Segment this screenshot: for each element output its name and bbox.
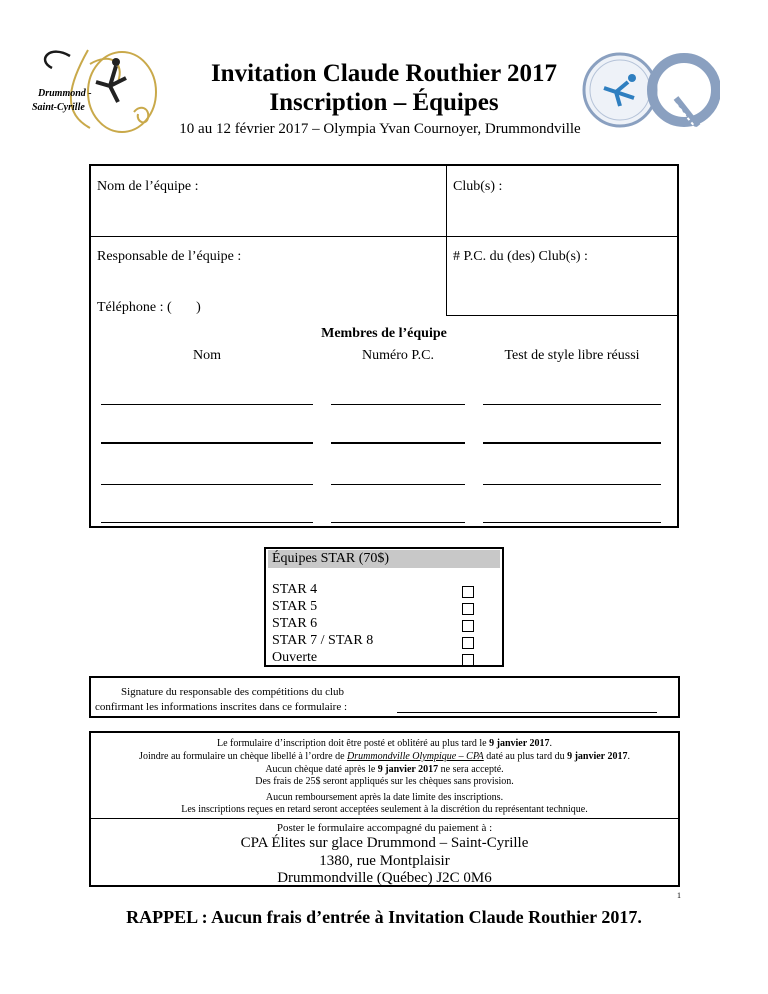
row-divider (446, 315, 677, 316)
member-pc-line[interactable] (331, 442, 465, 444)
info-cheque: Joindre au formulaire un chèque libellé à l’ordre de Drummondville Olympique – CPA daté au plus tard du 9 janvier 2017. (139, 751, 630, 762)
team-form (89, 164, 679, 528)
mail-address-street: 1380, rue Montplaisir (319, 853, 450, 869)
manager-field[interactable]: Responsable de l’équipe : (97, 249, 242, 264)
member-name-line[interactable] (101, 522, 313, 523)
pc-clubs-field[interactable]: # P.C. du (des) Club(s) : (453, 249, 588, 264)
member-test-line[interactable] (483, 404, 661, 405)
column-divider (446, 166, 447, 315)
star-5-checkbox[interactable] (462, 603, 474, 615)
member-pc-line[interactable] (331, 522, 465, 523)
member-name-line[interactable] (101, 484, 313, 485)
col-head-pc-number: Numéro P.C. (362, 348, 434, 363)
reminder-note: RAPPEL : Aucun frais d’entrée à Invitation Claude Routhier 2017. (126, 907, 642, 927)
signature-box (89, 676, 680, 718)
row-divider (91, 236, 677, 237)
signature-line[interactable] (397, 712, 657, 713)
members-heading: Membres de l’équipe (321, 326, 447, 341)
star-teams-heading: Équipes STAR (70$) (268, 550, 500, 568)
col-head-freestyle-test: Test de style libre réussi (504, 348, 640, 363)
star-option-label: STAR 4 (272, 582, 318, 597)
member-test-line[interactable] (483, 442, 661, 444)
star-option-label: STAR 7 / STAR 8 (272, 633, 374, 648)
col-head-name: Nom (193, 348, 221, 363)
member-pc-line[interactable] (331, 484, 465, 485)
page-number: 1 (677, 891, 681, 900)
star-option-label: STAR 5 (272, 599, 318, 614)
member-name-line[interactable] (101, 404, 313, 405)
open-checkbox[interactable] (462, 654, 474, 666)
member-test-line[interactable] (483, 484, 661, 485)
phone-field[interactable]: Téléphone : ( ) (97, 300, 201, 315)
mail-address-name: CPA Élites sur glace Drummond – Saint-Cyrille (240, 835, 529, 851)
star-7-8-checkbox[interactable] (462, 637, 474, 649)
logo-text-line2: Saint-Cyrille (32, 102, 85, 113)
club-logo (30, 42, 160, 134)
info-deadline: Le formulaire d’inscription doit être posté et oblitéré au plus tard le 9 janvier 2017. (216, 738, 552, 749)
signature-label-line1: Signature du responsable des compétitions du club (121, 686, 345, 698)
team-name-field[interactable]: Nom de l’équipe : (97, 179, 199, 194)
title-line-1: Invitation Claude Routhier 2017 (210, 60, 558, 87)
info-late: Les inscriptions reçues en retard seront acceptées seulement à la discrétion du représentant technique. (181, 804, 588, 815)
star-4-checkbox[interactable] (462, 586, 474, 598)
star-6-checkbox[interactable] (462, 620, 474, 632)
star-option-label: STAR 6 (272, 616, 318, 631)
mail-address-city: Drummondville (Québec) J2C 0M6 (277, 870, 492, 886)
instructions-box (89, 731, 680, 887)
member-pc-line[interactable] (331, 404, 465, 405)
mail-intro: Poster le formulaire accompagné du paiement à : (276, 822, 493, 834)
info-no-refund: Aucun remboursement après la date limite des inscriptions. (265, 792, 504, 803)
member-name-line[interactable] (101, 442, 313, 444)
logo-text-line1: Drummond - (38, 88, 92, 99)
info-divider (91, 818, 678, 819)
member-test-line[interactable] (483, 522, 661, 523)
star-teams-box (264, 547, 504, 667)
star-option-label: Ouverte (272, 650, 318, 665)
title-line-2: Inscription – Équipes (269, 89, 499, 116)
event-subtitle: 10 au 12 février 2017 – Olympia Yvan Cournoyer, Drummondville (179, 121, 581, 137)
info-cheque-date: Aucun chèque daté après le 9 janvier 2017 ne sera accepté. (265, 764, 504, 775)
signature-label-line2: confirmant les informations inscrites dans ce formulaire : (95, 701, 348, 713)
clubs-field[interactable]: Club(s) : (453, 179, 503, 194)
info-nsf-fee: Des frais de 25$ seront appliqués sur les chèques sans provision. (255, 776, 514, 787)
